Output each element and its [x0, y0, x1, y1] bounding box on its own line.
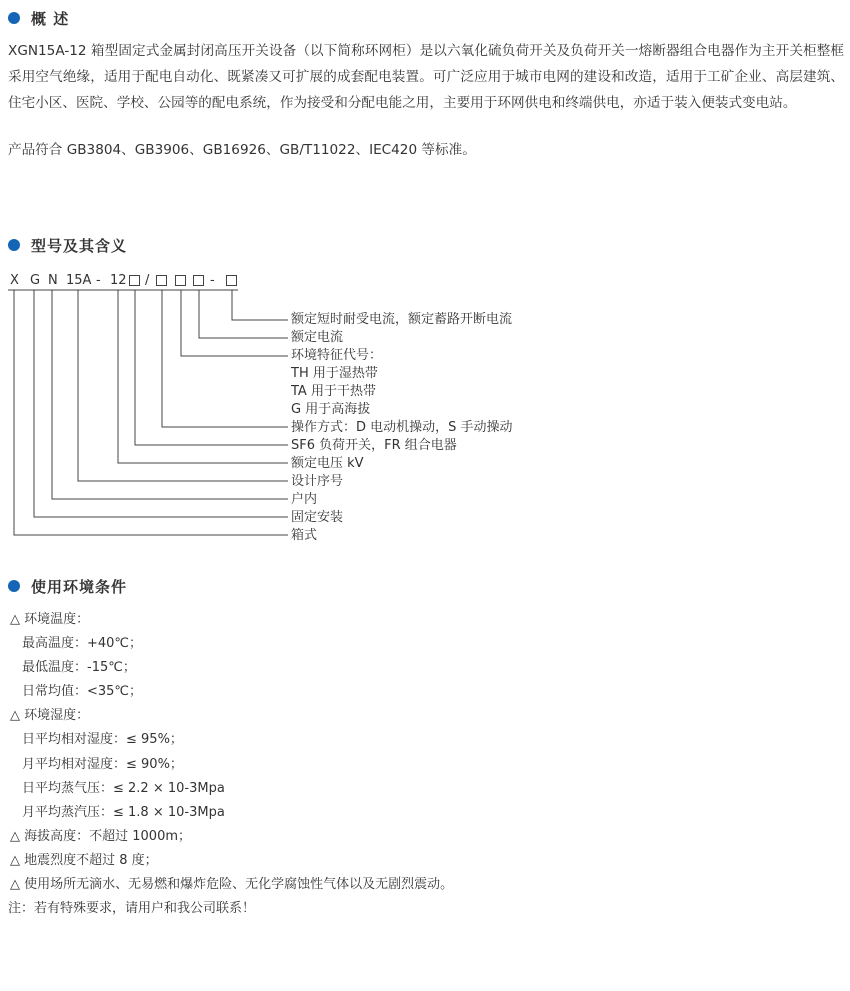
label-rated-voltage: 额定电压 kV: [291, 456, 364, 471]
code-box-4: [193, 275, 204, 286]
label-th: TH 用于湿热带: [291, 366, 378, 381]
overview-title: 概 述: [31, 9, 70, 28]
label-g: G 用于高海拔: [291, 402, 371, 417]
note-text: 注：若有特殊要求，请用户和我公司联系！: [8, 901, 256, 916]
list-item: 月平均相对湿度：≤ 90%；: [22, 757, 183, 772]
overview-heading: [8, 7, 69, 29]
code-g: G: [30, 273, 41, 288]
label-indoor: 户内: [291, 492, 318, 507]
label-sf6: SF6 负荷开关，FR 组合电器: [291, 438, 457, 453]
list-item: 月平均蒸汽压：≤ 1.8 × 10-3Mpa: [22, 805, 225, 820]
label-box-type: 箱式: [291, 528, 318, 543]
conditions-heading: [8, 575, 127, 597]
list-item: 日常均值：<35℃；: [22, 684, 143, 699]
bullet-dot-icon: [8, 239, 20, 251]
code-dash-2: -: [210, 273, 215, 288]
label-ta: TA 用于干热带: [291, 384, 376, 399]
code-box-3: [175, 275, 186, 286]
model-heading: [8, 234, 127, 256]
code-x: X: [10, 273, 19, 288]
code-12: 12: [110, 273, 127, 288]
label-design-seq: 设计序号: [291, 474, 344, 489]
list-item: △ 环境温度：: [10, 612, 90, 627]
label-rated-current: 额定电流: [291, 330, 344, 345]
list-item: △ 使用场所无滴水、无易燃和爆炸危险、无化学腐蚀性气体以及无剧烈震动。: [10, 877, 454, 892]
list-item: △ 海拔高度：不超过 1000m；: [10, 829, 192, 844]
overview-paragraph: XGN15A-12 箱型固定式金属封闭高压开关设备（以下简称环网柜）是以六氧化硫负荷开关及负荷开关一熔断器组合电器作为主开关柜整框采用空气绝缘，适用于配电自动化、既紧凑又可扩展的成套配电装置。可广泛应用于城市电网的建设和改造，适用于工矿企业、高层建筑、住宅小区、医院、学校、公园等的配电系统，作为接受和分配电能之用，主要用于环网供电和终端供电，亦适于装入便装式变电站。: [8, 43, 844, 111]
label-short-time-current: 额定短时耐受电流，额定蓄路开断电流: [291, 312, 513, 327]
code-box-5: [226, 275, 237, 286]
list-item: 最低温度：-15℃；: [22, 660, 136, 675]
bullet-dot-icon: [8, 580, 20, 592]
code-box-1: [129, 275, 140, 286]
list-item: △ 地震烈度不超过 8 度；: [10, 853, 158, 868]
conditions-title: 使用环境条件: [31, 577, 128, 596]
code-dash-1: -: [96, 273, 101, 288]
model-title: 型号及其含义: [31, 236, 128, 255]
standards-text: 产品符合 GB3804、GB3906、GB16926、GB/T11022、IEC420 等标准。: [8, 142, 476, 158]
label-fixed: 固定安装: [291, 510, 344, 525]
bullet-dot-icon: [8, 12, 20, 24]
list-item: 日平均相对湿度：≤ 95%；: [22, 732, 183, 747]
label-env-code: 环境特征代号：: [291, 348, 383, 363]
list-item: △ 环境湿度：: [10, 708, 90, 723]
list-item: 最高温度：+40℃；: [22, 636, 143, 651]
code-slash: /: [145, 273, 150, 288]
label-operation: 操作方式：D 电动机操动，S 手动操动: [291, 420, 513, 435]
code-15a: 15A: [66, 273, 92, 288]
code-box-2: [156, 275, 167, 286]
code-n: N: [48, 273, 58, 288]
list-item: 日平均蒸气压：≤ 2.2 × 10-3Mpa: [22, 781, 225, 796]
